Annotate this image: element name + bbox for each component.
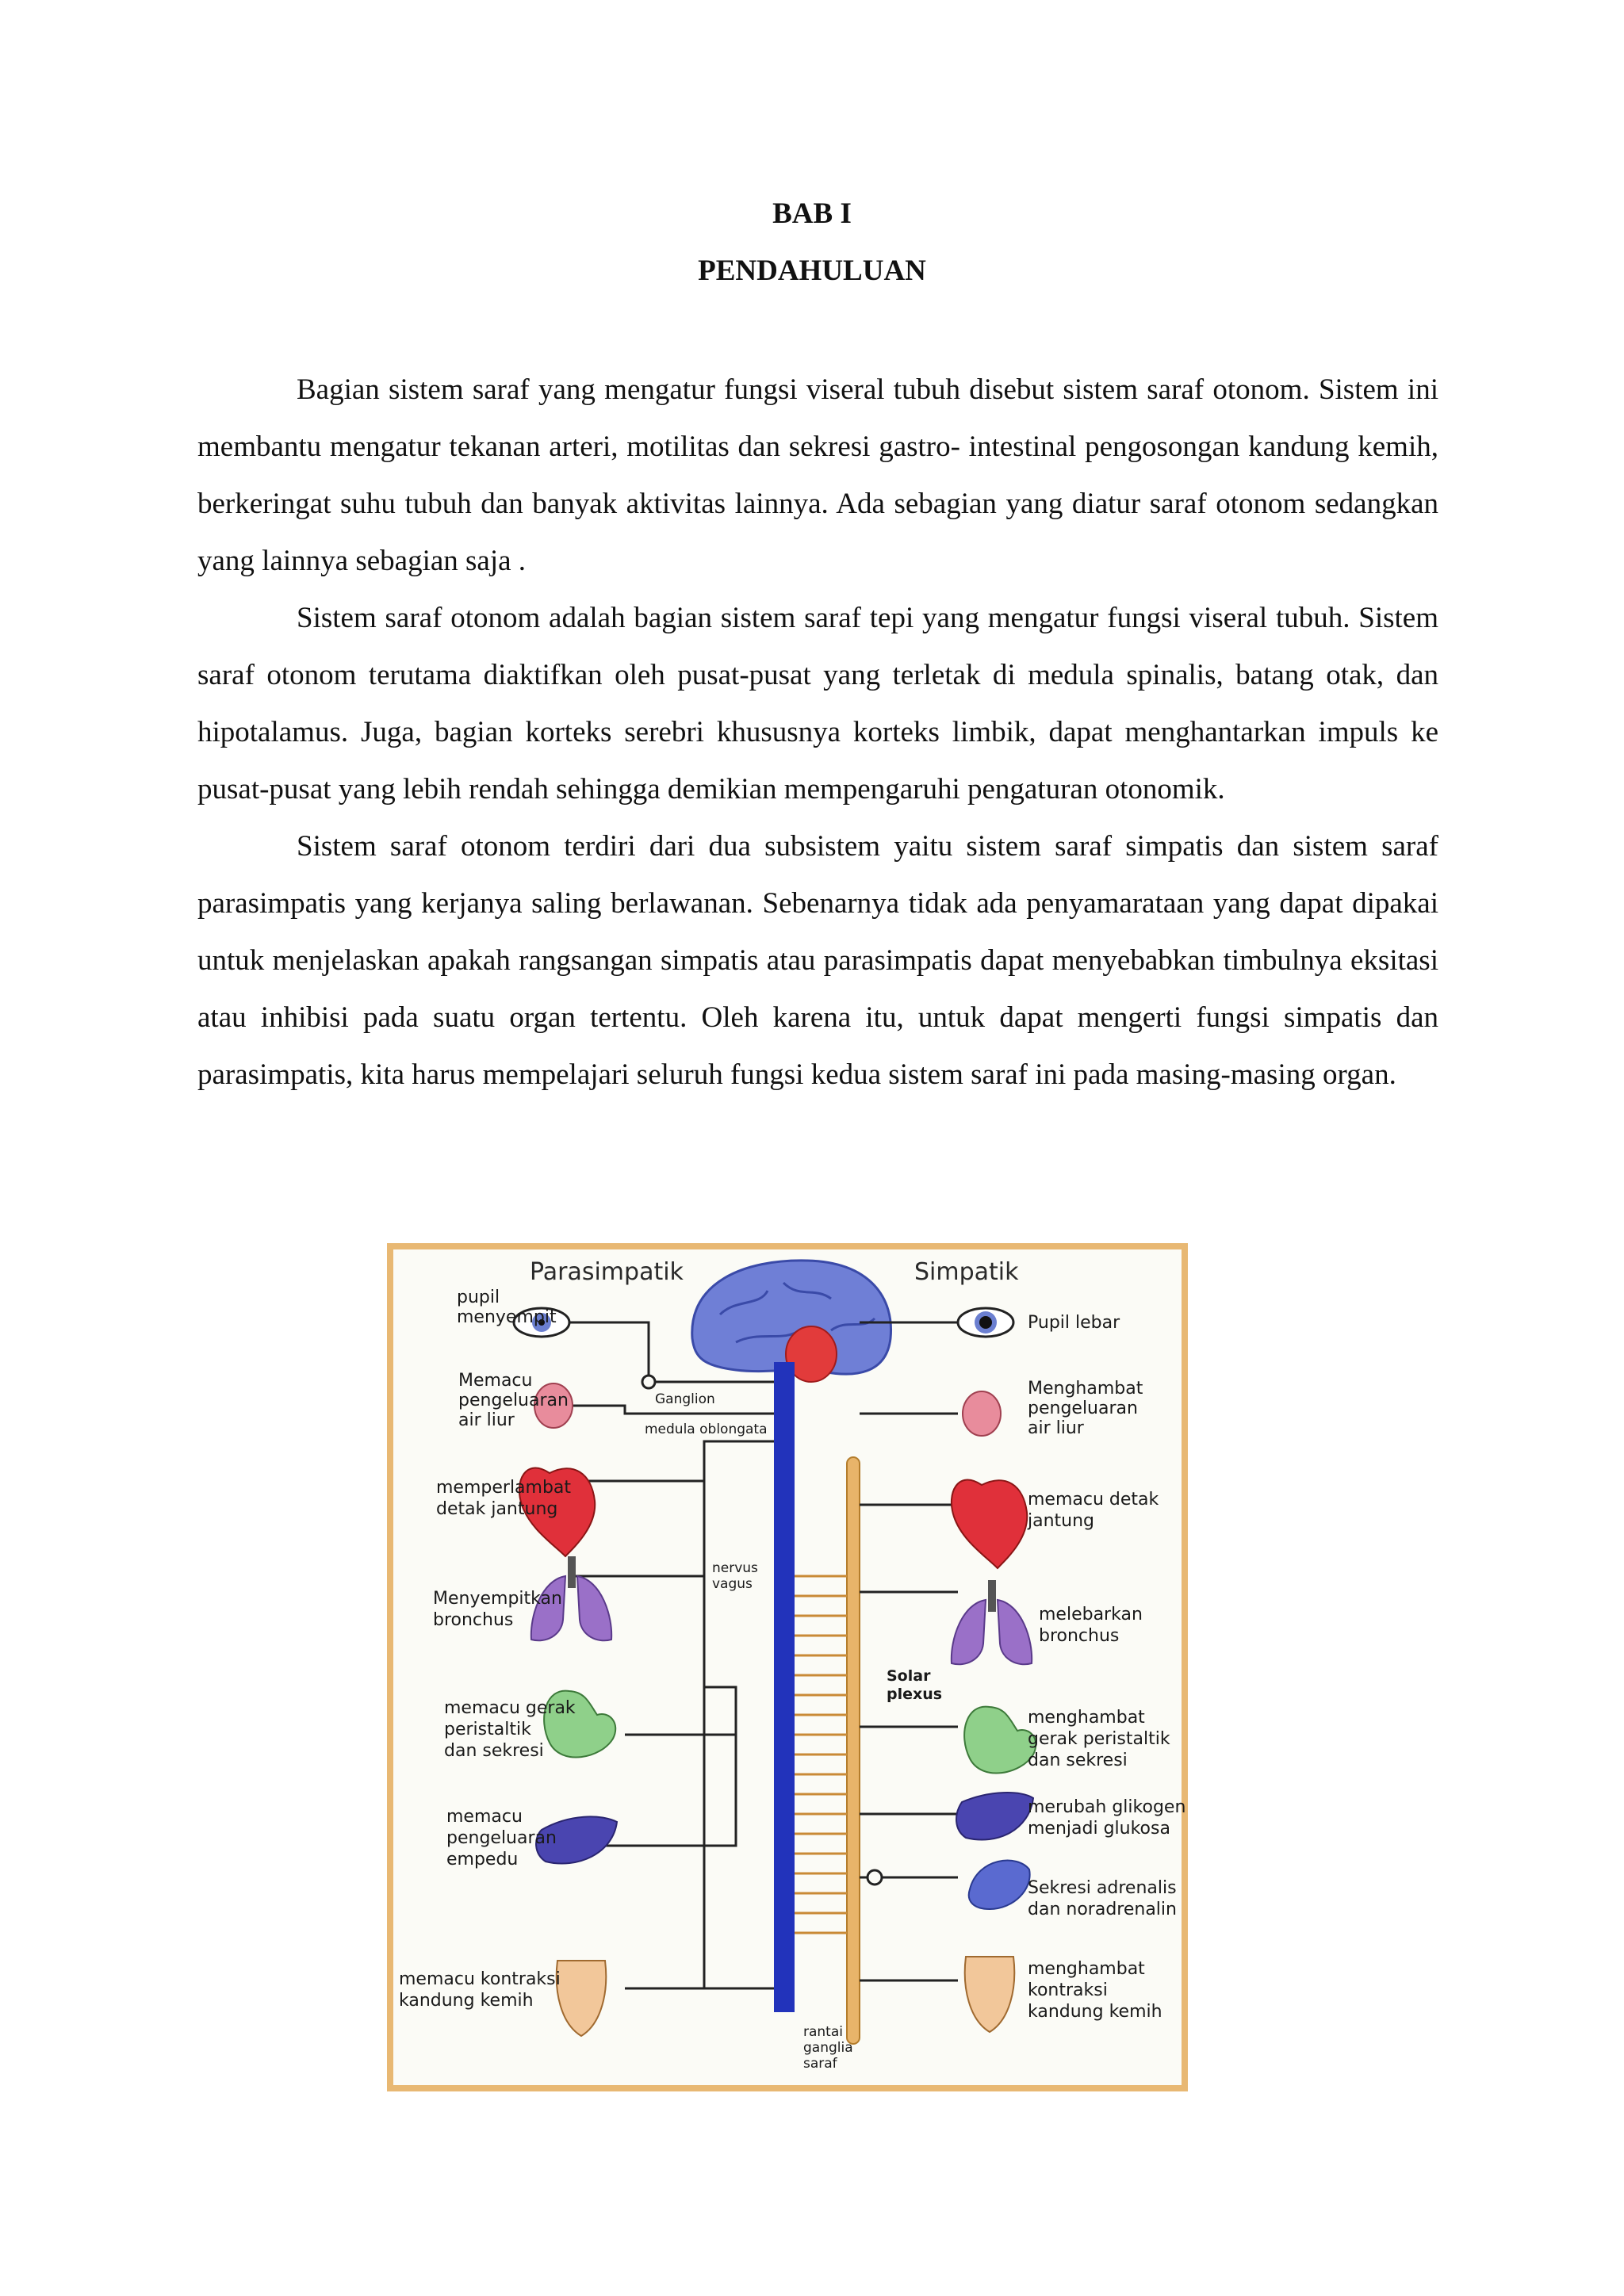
right-label-8-line1: menghambat (1028, 1959, 1145, 1979)
ganglion-label: Ganglion (655, 1391, 715, 1407)
left-label-7-line2: kandung kemih (399, 1991, 534, 2011)
right-label-2-line2: pengeluaran (1028, 1399, 1138, 1418)
left-label-6-line3: empedu (446, 1850, 519, 1869)
right-label-3-line1: memacu detak (1028, 1490, 1159, 1510)
right-label-6-line1: merubah glikogen (1028, 1797, 1186, 1817)
sympathetic-ganglia-chain (847, 1457, 860, 2044)
right-label-1-line1: Pupil lebar (1028, 1313, 1120, 1333)
right-label-4-line2: bronchus (1039, 1626, 1120, 1646)
right-label-3-line2: jantung (1028, 1511, 1095, 1531)
parasympathetic-title: Parasimpatik (530, 1258, 684, 1286)
right-label-5-line3: dan sekresi (1028, 1751, 1128, 1770)
ganglia-chain-label-line1: rantai (803, 2024, 843, 2040)
left-label-3-line2: detak jantung (436, 1499, 558, 1519)
left-label-4-line2: bronchus (433, 1610, 514, 1630)
left-label-3-line1: memperlambat (436, 1478, 572, 1498)
chapter-number: BAB I (772, 197, 852, 230)
left-label-5-line2: peristaltik (444, 1720, 531, 1739)
left-label-5-line3: dan sekresi (444, 1741, 544, 1761)
solar-plexus-label-line1: Solar (887, 1667, 931, 1685)
left-label-2-line2: pengeluaran (458, 1391, 569, 1410)
ganglia-chain-label-line2: ganglia (803, 2040, 853, 2056)
right-label-7-line1: Sekresi adrenalis (1028, 1878, 1177, 1898)
sympathetic-title: Simpatik (914, 1258, 1019, 1286)
left-label-5-line1: memacu gerak (444, 1698, 576, 1718)
left-label-6-line1: memacu (446, 1807, 523, 1827)
right-label-2-line1: Menghambat (1028, 1379, 1143, 1399)
ganglia-chain-label-line3: saraf (803, 2056, 837, 2072)
right-label-2-line3: air liur (1028, 1418, 1084, 1438)
left-label-2-line3: air liur (458, 1410, 515, 1430)
left-label-1-line2: menyempit (457, 1307, 557, 1327)
paragraph-3: Sistem saraf otonom terdiri dari dua subsistem yaitu sistem saraf simpatis dan sistem saraf parasimpatis yang kerjanya saling berlawanan. Sebenarnya tidak ada penyamarataan yang dapat dipakai untuk menjelaskan apakah rangsangan simpatis atau parasimpatis dapat menyebabkan timbulnya eksitasi atau inhibisi pada suatu organ tertentu. Oleh karena itu, untuk dapat mengerti fungsi simpatis dan parasimpatis, kita harus mempelajari seluruh fungsi kedua sistem saraf ini pada masing-masing organ. (197, 830, 1438, 1091)
left-label-6-line2: pengeluaran (446, 1828, 557, 1848)
chapter-title: PENDAHULUAN (698, 254, 926, 287)
right-label-5-line2: gerak peristaltik (1028, 1729, 1170, 1749)
paragraph-1: Bagian sistem saraf yang mengatur fungsi viseral tubuh disebut sistem saraf otonom. Sistem ini membantu mengatur tekanan arteri, motilitas dan sekresi gastro- intestinal pengosongan kandung kemih, berkeringat suhu tubuh dan banyak aktivitas lainnya. Ada sebagian yang diatur saraf otonom sedangkan yang lainnya sebagian saja . (197, 373, 1438, 577)
nervus-label-line1: nervus (712, 1560, 758, 1576)
left-label-4-line1: Menyempitkan (433, 1589, 562, 1609)
solar-plexus-label-line2: plexus (887, 1686, 943, 1703)
right-label-6-line2: menjadi glukosa (1028, 1819, 1170, 1839)
left-label-1-line1: pupil (457, 1288, 500, 1307)
eye-icon-right (958, 1308, 1013, 1337)
body-text (197, 362, 1438, 1104)
paragraph-2: Sistem saraf otonom adalah bagian sistem saraf tepi yang mengatur fungsi viseral tubuh. Sistem saraf otonom terutama diaktifkan oleh pusat-pusat yang terletak di medula spinalis, batang otak, dan hipotalamus. Juga, bagian korteks serebri khususnya korteks limbik, dapat menghantarkan impuls ke pusat-pusat yang lebih rendah sehingga demikian mempengaruhi pengaturan otonomik. (197, 602, 1438, 806)
spinal-column (774, 1362, 795, 2012)
left-label-2-line1: Memacu (458, 1371, 533, 1391)
right-label-8-line2: kontraksi (1028, 1980, 1108, 2000)
right-label-8-line3: kandung kemih (1028, 2002, 1162, 2022)
left-label-7-line1: memacu kontraksi (399, 1969, 561, 1989)
autonomic-nervous-system-diagram (387, 1243, 1188, 2091)
right-label-7-line2: dan noradrenalin (1028, 1900, 1177, 1919)
salivary-gland-icon-right (963, 1391, 1001, 1436)
nervus-label-line2: vagus (712, 1576, 753, 1592)
right-label-5-line1: menghambat (1028, 1708, 1145, 1728)
medula-oblongata-label: medula oblongata (645, 1422, 768, 1437)
right-label-4-line1: melebarkan (1039, 1605, 1143, 1624)
